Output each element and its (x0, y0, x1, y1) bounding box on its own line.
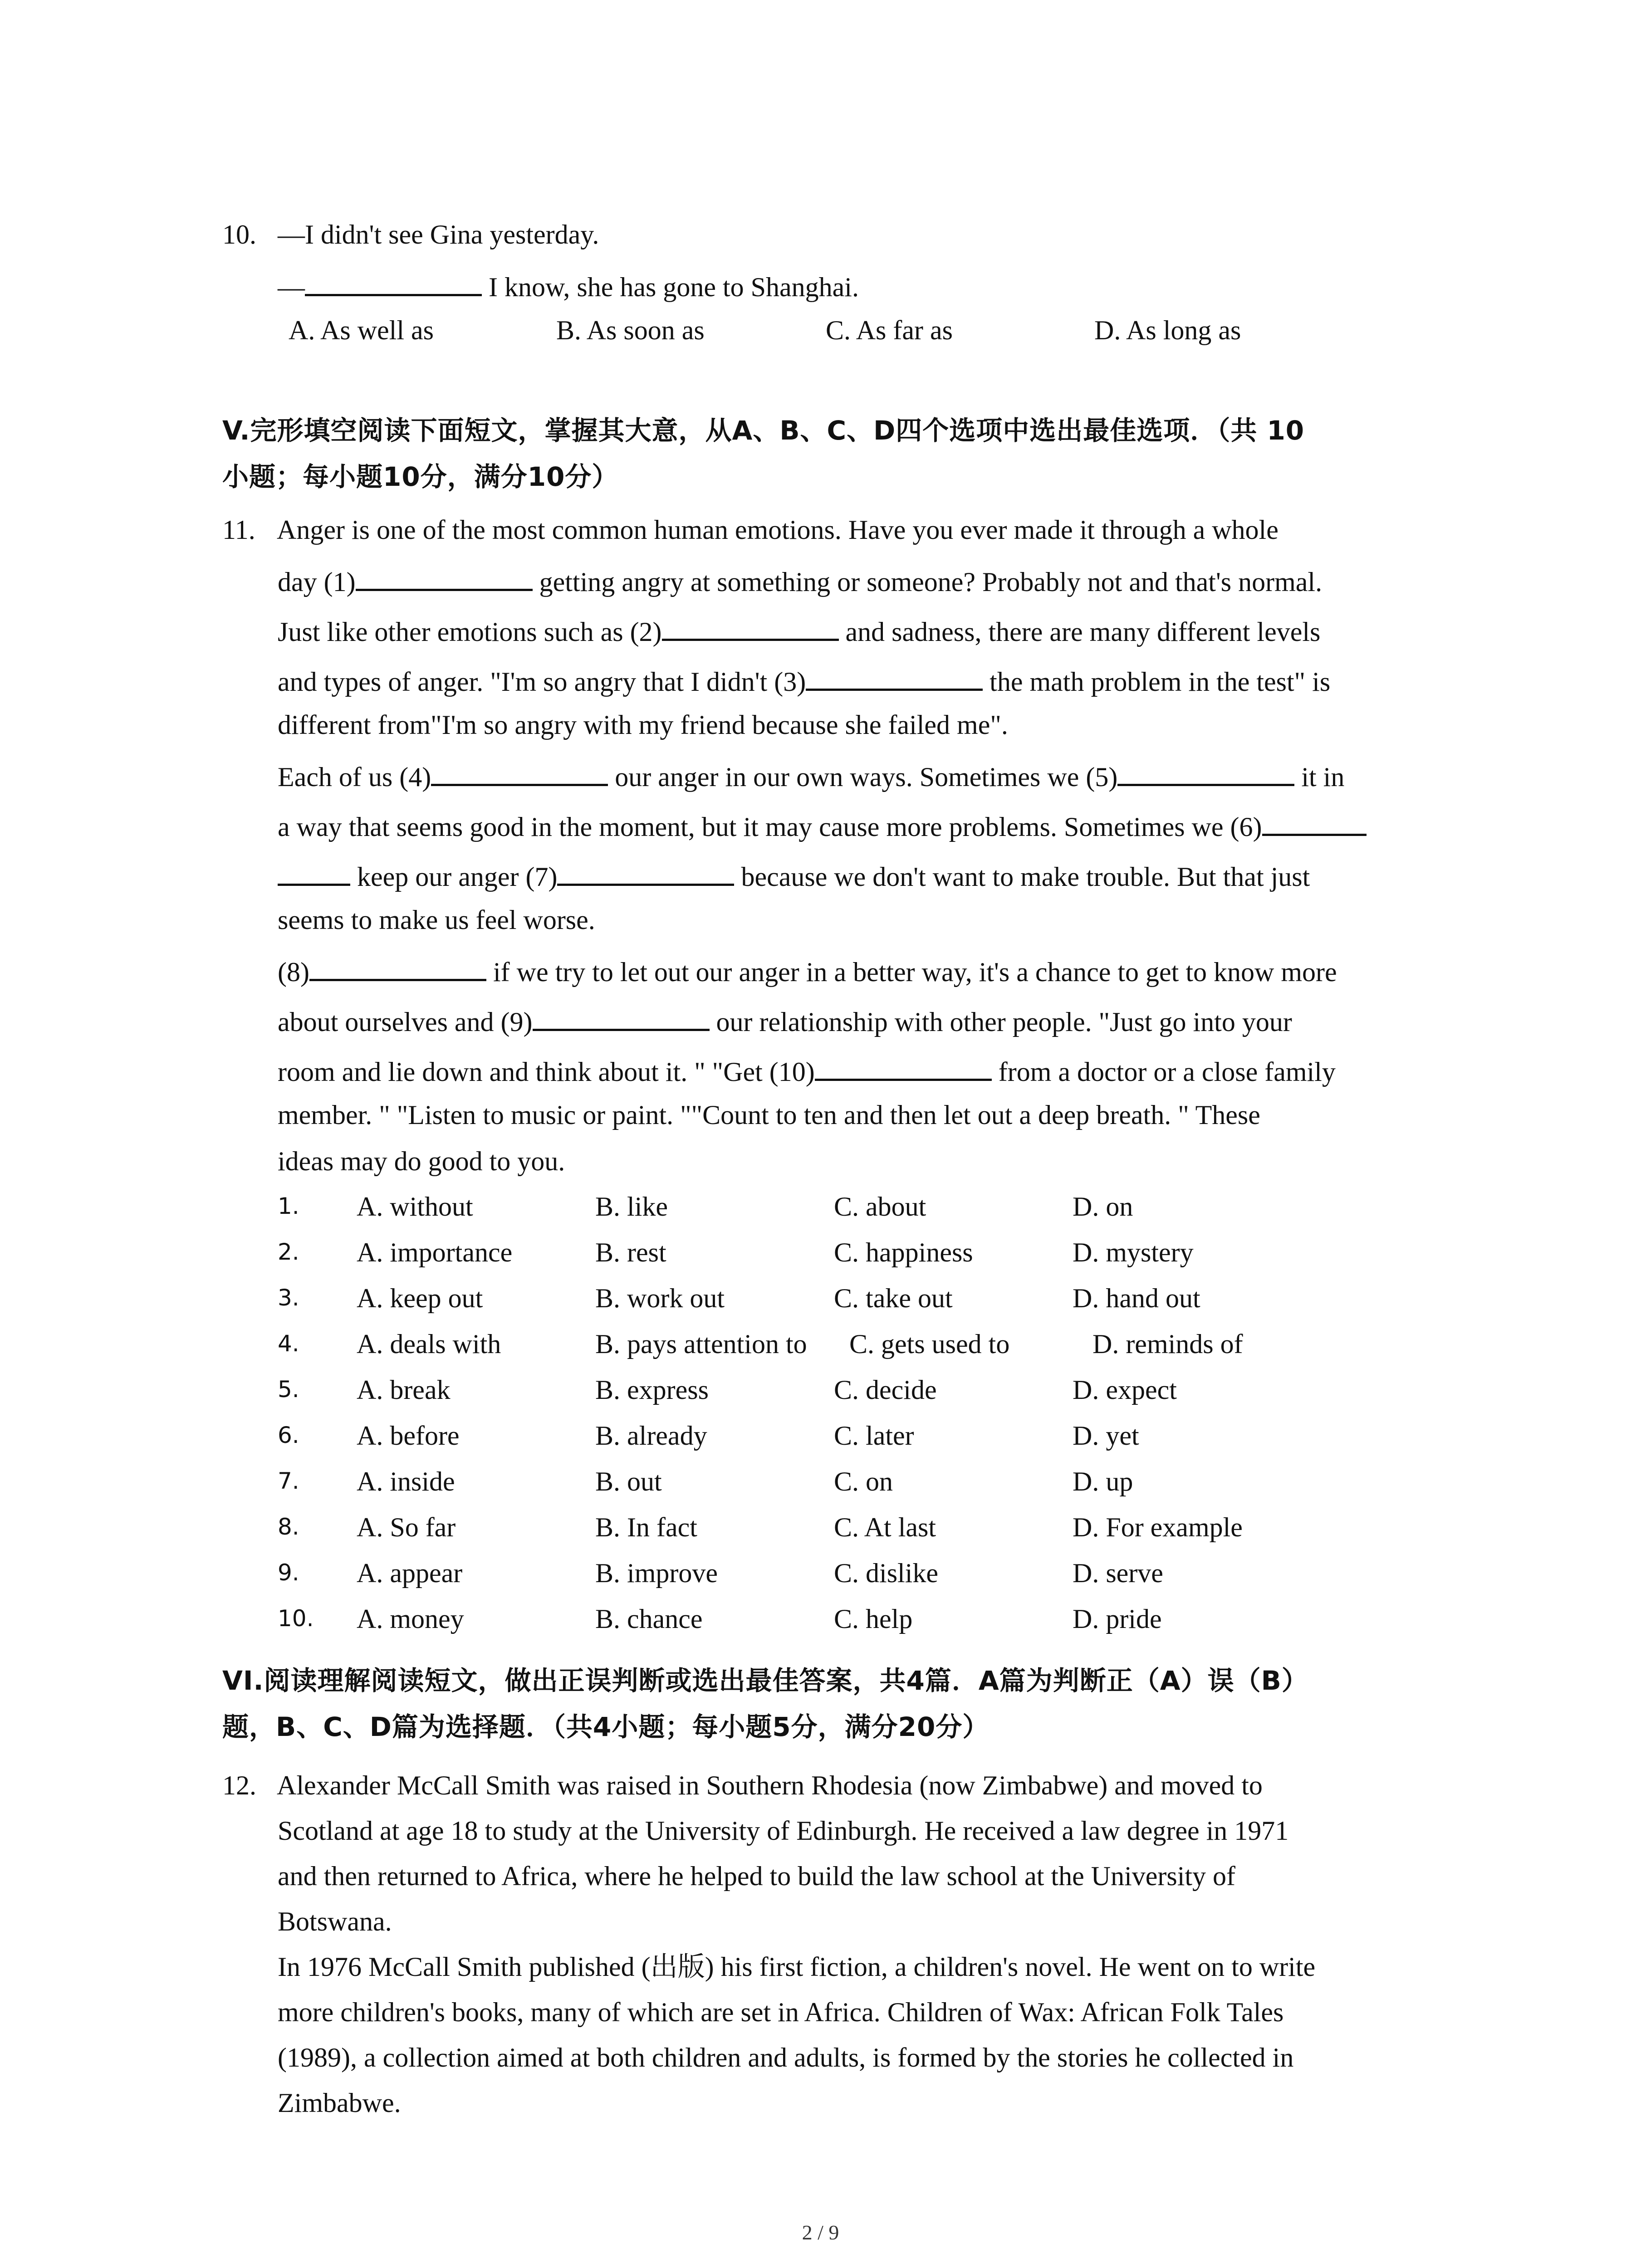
choice-option-a[interactable]: A. So far (357, 1512, 456, 1542)
answer-blank[interactable] (1262, 811, 1367, 836)
q10-option-d[interactable]: D. As long as (1094, 315, 1241, 345)
answer-blank[interactable] (305, 271, 482, 296)
q11-line: Anger is one of the most common human emotions. Have you ever made it through a whole (277, 515, 1279, 545)
choice-option-a[interactable]: A. without (357, 1192, 473, 1222)
choice-option-d[interactable]: D. on (1073, 1192, 1133, 1222)
choice-option-c[interactable]: C. happiness (834, 1237, 973, 1267)
q12-line: Scotland at age 18 to study at the University of Edinburgh. He received a law degree in 1971 (278, 1816, 1289, 1846)
choice-number: 1. (278, 1193, 299, 1219)
answer-blank[interactable] (431, 761, 608, 786)
choice-option-d[interactable]: D. For example (1073, 1512, 1243, 1542)
q11-line: (8) if we try to let out our anger in a better way, it's a chance to get to know more (278, 957, 1337, 987)
choice-option-b[interactable]: B. In fact (595, 1512, 697, 1542)
choice-option-b[interactable]: B. improve (595, 1558, 718, 1588)
choice-option-c[interactable]: C. gets used to (849, 1329, 1010, 1359)
choice-option-a[interactable]: A. break (357, 1375, 451, 1405)
choice-option-d[interactable]: D. expect (1073, 1375, 1177, 1405)
choice-option-b[interactable]: B. chance (595, 1604, 703, 1634)
answer-blank[interactable] (356, 566, 533, 591)
choice-number: 10. (278, 1605, 314, 1632)
section5-heading-line2: 小题；每小题10分，满分10分） (222, 461, 619, 492)
choice-number: 3. (278, 1285, 299, 1311)
q12-line: more children's books, many of which are set in Africa. Children of Wax: African Folk Tales (278, 1997, 1284, 2027)
choice-number: 6. (278, 1422, 299, 1448)
answer-blank[interactable] (533, 1006, 710, 1031)
q10-line2-text: I know, she has gone to Shanghai. (482, 272, 859, 302)
choice-number: 4. (278, 1330, 299, 1357)
q11-line: seems to make us feel worse. (278, 905, 595, 935)
choice-option-a[interactable]: A. importance (357, 1237, 513, 1267)
choice-option-d[interactable]: D. reminds of (1092, 1329, 1243, 1359)
q11-line: a way that seems good in the moment, but it may cause more problems. Sometimes we (6) (278, 811, 1367, 841)
answer-blank[interactable] (278, 861, 350, 886)
q11-line: about ourselves and (9) our relationship with other people. "Just go into your (278, 1007, 1292, 1037)
choice-option-a[interactable]: A. deals with (357, 1329, 501, 1359)
choice-option-c[interactable]: C. help (834, 1604, 913, 1634)
choice-option-d[interactable]: D. mystery (1073, 1237, 1194, 1267)
choice-option-c[interactable]: C. on (834, 1466, 893, 1496)
choice-option-b[interactable]: B. pays attention to (595, 1329, 807, 1359)
choice-option-c[interactable]: C. At last (834, 1512, 936, 1542)
choice-option-c[interactable]: C. later (834, 1421, 914, 1451)
section5-heading-line1: V.完形填空阅读下面短文，掌握其大意，从A、B、C、D四个选项中选出最佳选项．（共 10 (222, 415, 1305, 446)
choice-number: 9. (278, 1559, 299, 1586)
q11-line: Just like other emotions such as (2) and sadness, there are many different levels (278, 617, 1321, 647)
q12-line: Zimbabwe. (278, 2088, 401, 2118)
q10-number: 10. (222, 220, 256, 249)
choice-option-b[interactable]: B. already (595, 1421, 707, 1451)
q12-line: In 1976 McCall Smith published (出版) his first fiction, a children's novel. He went on to write (278, 1952, 1316, 1982)
choice-option-d[interactable]: D. up (1073, 1466, 1133, 1496)
choice-option-c[interactable]: C. dislike (834, 1558, 939, 1588)
q10-option-c[interactable]: C. As far as (826, 315, 953, 345)
answer-blank[interactable] (1117, 761, 1294, 786)
q11-line: member. " "Listen to music or paint. ""Count to ten and then let out a deep breath. " These (278, 1100, 1260, 1130)
choice-option-d[interactable]: D. yet (1073, 1421, 1139, 1451)
choice-option-a[interactable]: A. before (357, 1421, 460, 1451)
q10-option-b[interactable]: B. As soon as (556, 315, 705, 345)
q12-line: Botswana. (278, 1906, 392, 1936)
q12-line: Alexander McCall Smith was raised in Southern Rhodesia (now Zimbabwe) and moved to (277, 1770, 1263, 1800)
section6-heading-line2: 题，B、C、D篇为选择题．（共4小题；每小题5分，满分20分） (222, 1711, 989, 1742)
page-number: 2 / 9 (802, 2221, 839, 2244)
section6-heading-line1: VI.阅读理解阅读短文，做出正误判断或选出最佳答案，共4篇．A篇为判断正（A）误（B） (222, 1665, 1308, 1696)
q12-line: (1989), a collection aimed at both children and adults, is formed by the stories he collected in (278, 2043, 1294, 2072)
choice-option-a[interactable]: A. inside (357, 1466, 455, 1496)
q12-line: and then returned to Africa, where he helped to build the law school at the University of (278, 1861, 1236, 1891)
answer-blank[interactable] (815, 1056, 992, 1081)
q11-line: keep our anger (7) because we don't want to make trouble. But that just (278, 861, 1310, 890)
q11-line: different from"I'm so angry with my friend because she failed me". (278, 710, 1008, 740)
q10-dash: — (278, 272, 305, 302)
q12-number: 12. (222, 1770, 256, 1800)
choice-option-c[interactable]: C. decide (834, 1375, 937, 1405)
q10-option-a[interactable]: A. As well as (289, 315, 434, 345)
choice-option-d[interactable]: D. serve (1073, 1558, 1163, 1588)
q10-line1: —I didn't see Gina yesterday. (278, 220, 599, 249)
q10-line2 (278, 271, 859, 301)
answer-blank[interactable] (806, 666, 983, 691)
answer-blank[interactable] (662, 616, 839, 641)
choice-option-d[interactable]: D. hand out (1073, 1283, 1200, 1313)
choice-option-b[interactable]: B. like (595, 1192, 668, 1222)
q11-line: day (1) getting angry at something or someone? Probably not and that's normal. (278, 567, 1323, 597)
choice-option-b[interactable]: B. work out (595, 1283, 725, 1313)
answer-blank[interactable] (309, 956, 486, 981)
choice-option-c[interactable]: C. about (834, 1192, 926, 1222)
q11-line: Each of us (4) our anger in our own ways. Sometimes we (5) it in (278, 762, 1345, 792)
choice-option-b[interactable]: B. rest (595, 1237, 666, 1267)
answer-blank[interactable] (557, 861, 734, 886)
q11-number: 11. (222, 515, 255, 545)
choice-number: 5. (278, 1376, 299, 1403)
choice-number: 7. (278, 1468, 299, 1494)
choice-option-a[interactable]: A. keep out (357, 1283, 483, 1313)
choice-option-d[interactable]: D. pride (1073, 1604, 1162, 1634)
choice-option-a[interactable]: A. money (357, 1604, 464, 1634)
choice-option-b[interactable]: B. express (595, 1375, 709, 1405)
choice-number: 8. (278, 1514, 299, 1540)
choice-number: 2. (278, 1239, 299, 1265)
q11-line: and types of anger. "I'm so angry that I didn't (3) the math problem in the test" is (278, 667, 1331, 697)
choice-option-a[interactable]: A. appear (357, 1558, 463, 1588)
q11-line: room and lie down and think about it. " "Get (10) from a doctor or a close family (278, 1057, 1336, 1087)
choice-option-c[interactable]: C. take out (834, 1283, 953, 1313)
choice-option-b[interactable]: B. out (595, 1466, 662, 1496)
q11-line: ideas may do good to you. (278, 1146, 565, 1176)
